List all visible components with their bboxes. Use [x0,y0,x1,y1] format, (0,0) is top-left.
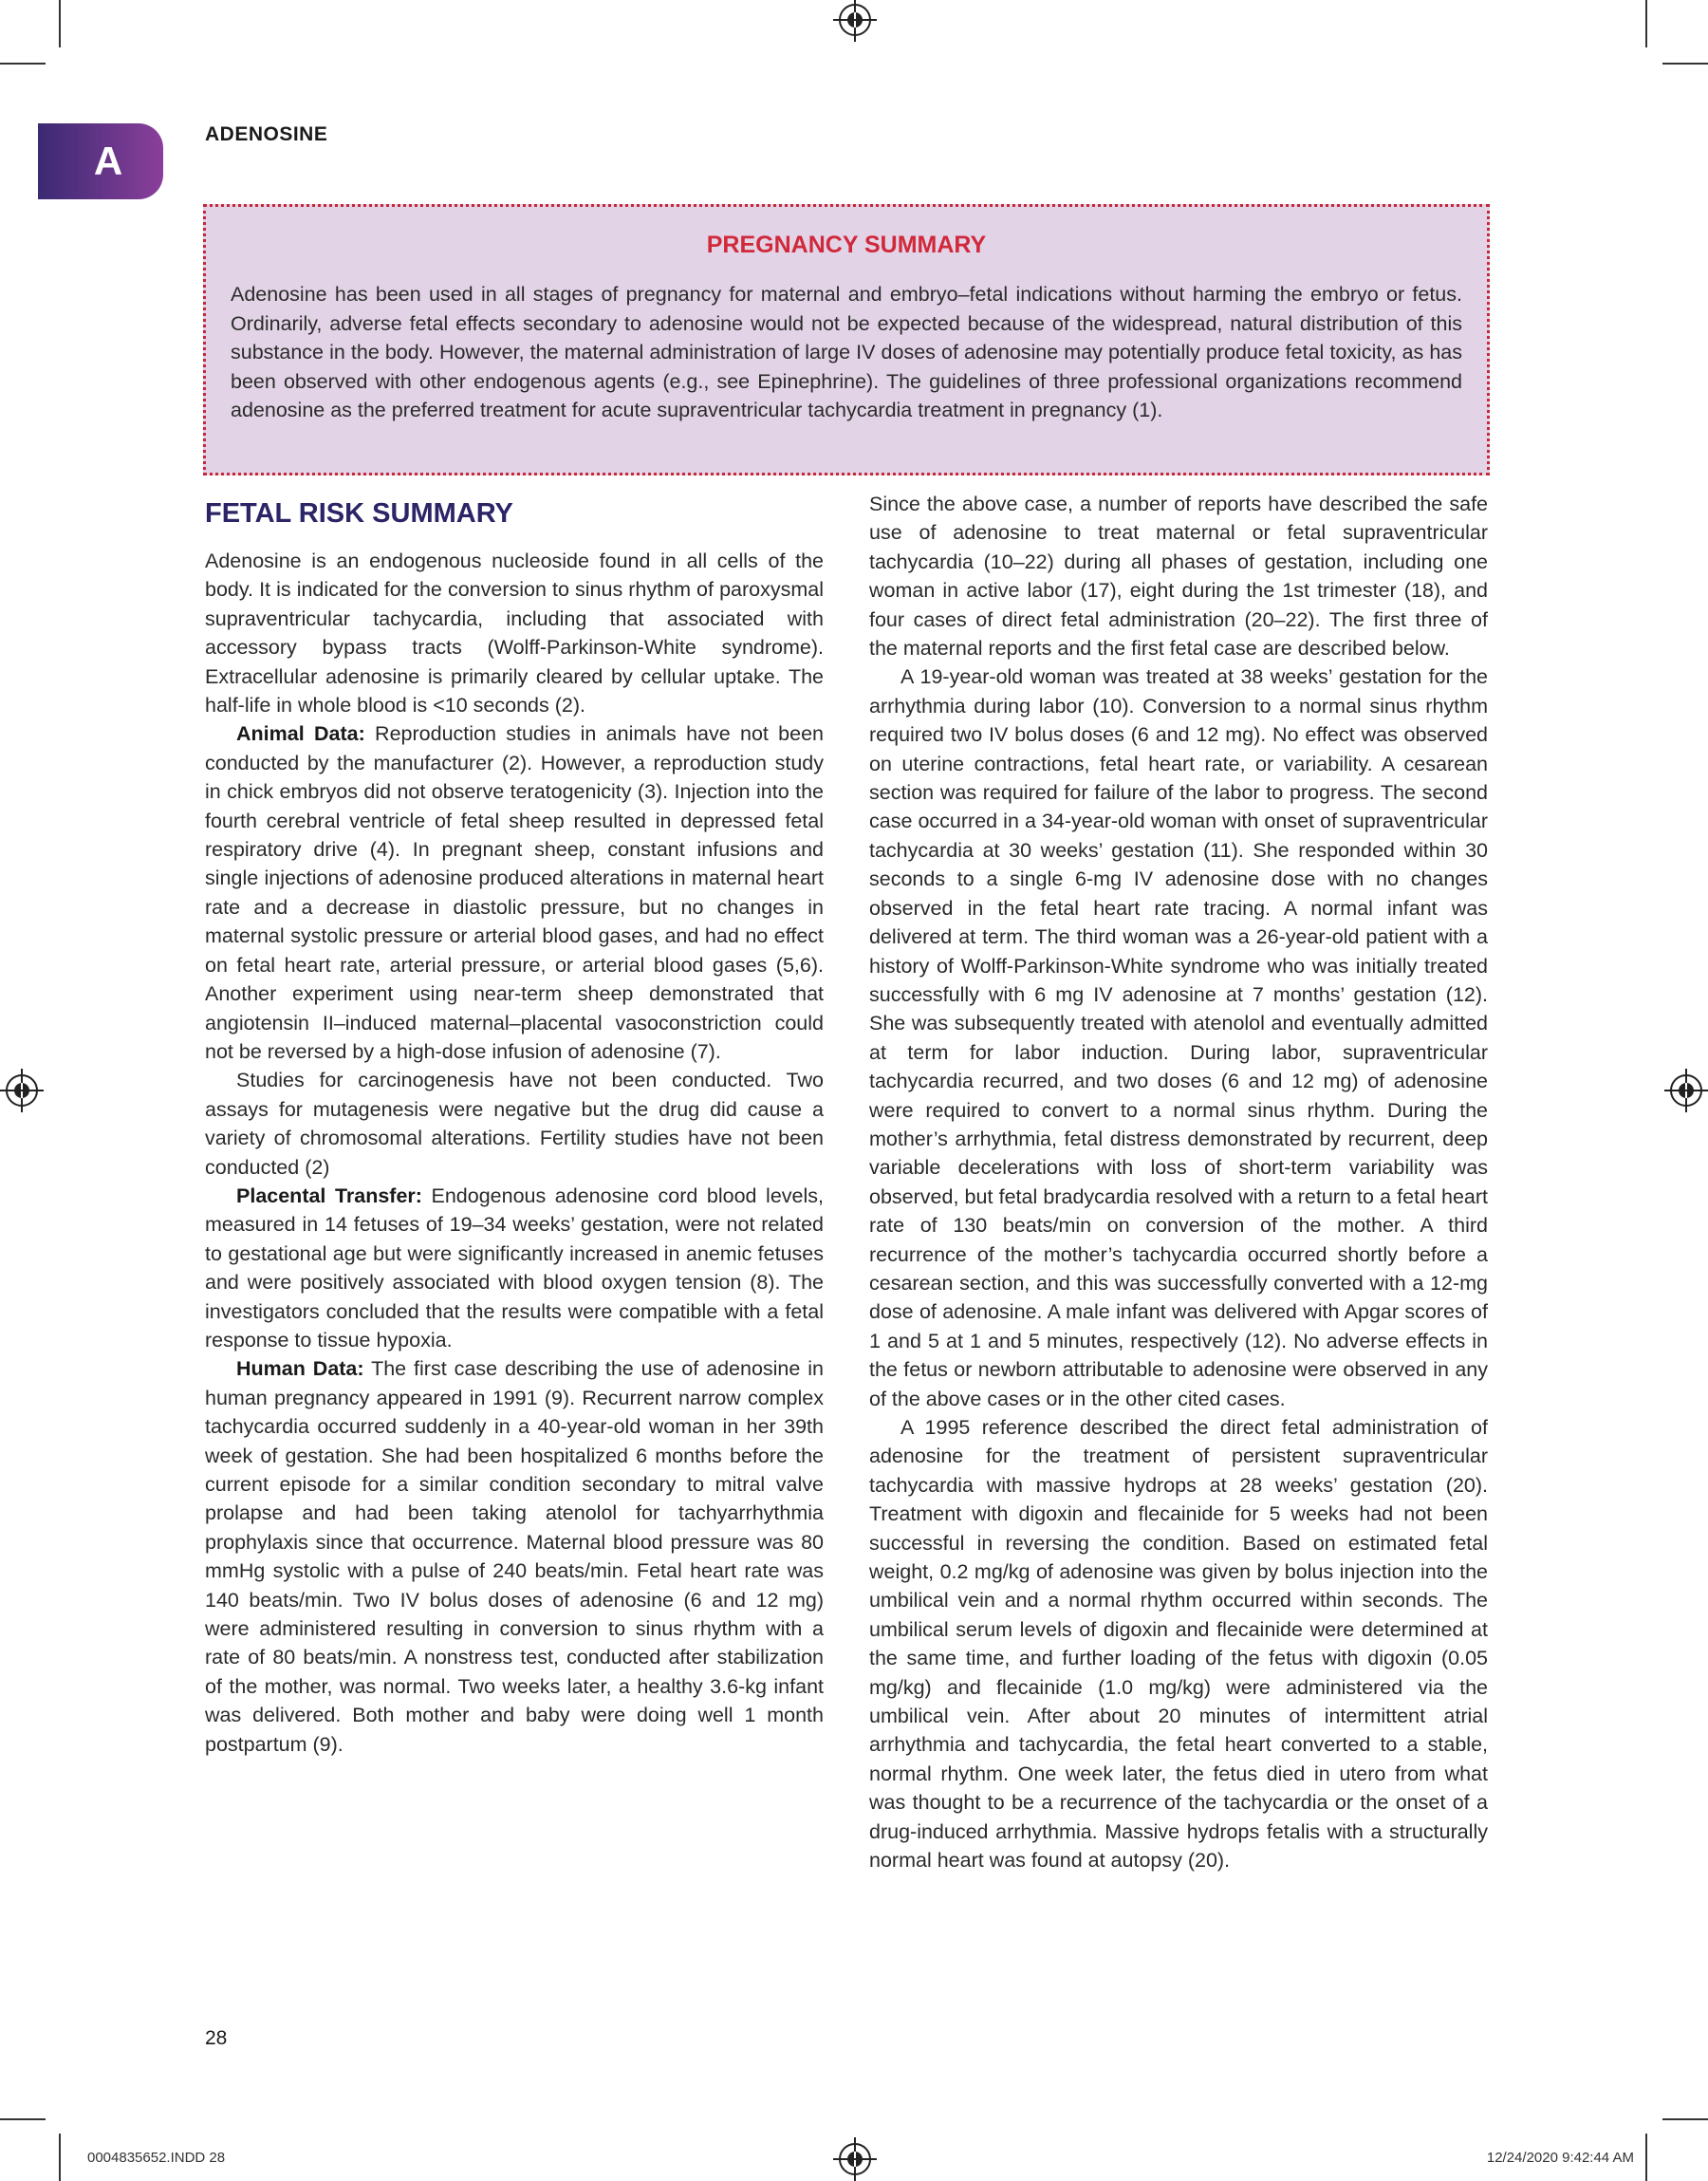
human-data-label: Human Data: [236,1357,364,1381]
placental-transfer-label: Placental Transfer: [236,1184,422,1207]
animal-data-paragraph [205,719,824,1066]
case-1995-paragraph: A 1995 reference described the direct fetal administration of adenosine for the treatment of persistent supraventricular tachycardia with massive hydrops at 28 weeks’ gestation (20). Treatment with digoxin and flecainide for 5 weeks had not been successful in reversing the condition. Based on estimated fetal weight, 0.2 mg/kg of adenosine was given by bolus injection into the umbilical vein and a normal rhythm occurred within seconds. The umbilical serum levels of digoxin and flecainide were determined at the same time, and further loading of the fetus with digoxin (0.05 mg/kg) and flecainide (1.0 mg/kg) were administered via the umbilical vein. After about 20 minutes of intermittent atrial arrhythmia and tachycardia, the fetal heart converted to a stable, normal rhythm. One week later, the fetus died in utero from what was thought to be a recurrence of the tachycardia or the onset of a drug-induced arrhythmia. Massive hydrops fetalis with a structurally normal heart was found at autopsy (20). [869,1416,1488,1873]
human-data-paragraph [205,1354,824,1759]
running-head: ADENOSINE [205,123,328,145]
section-tab [38,123,163,199]
crop-mark [0,2118,46,2120]
registration-mark-icon [839,2143,871,2175]
slug-left: 0004835652.INDD 28 [87,2150,226,2166]
registration-mark-icon [6,1074,38,1107]
registration-mark-icon [1670,1074,1702,1107]
placental-transfer-text: Endogenous adenosine cord blood levels, measured in 14 fetuses of 19–34 weeks’ gestation, were not related to gestational age but were significantly increased in anemic fetuses and were positively associated with blood oxygen tension (8). The investigators concluded that the results were compatible with a fetal response to tissue hypoxia. [205,1184,824,1351]
right-column [869,490,1488,1875]
since-case-continuation: Since the above case, a number of reports have described the safe use of adenosine to treat maternal or fetal supraventricular tachycardia (10–22) during all phases of gestation, including one woman in active labor (17), eight during the 1st trimester (18), and four cases of direct fetal administration (20–22). The first three of the maternal reports and the first fetal case are described below. [869,493,1488,661]
human-data-text: The first case describing the use of adenosine in human pregnancy appeared in 1991 (9). Recurrent narrow complex tachycardia occurred suddenly in a 40-year-old woman in her 39th week of gestation. She had been hospitalized 6 months before the current episode for a similar condition secondary to mitral valve prolapse and had been taking atenolol for tachyarrhythmia prophylaxis since that occurrence. Maternal blood pressure was 80 mmHg systolic with a pulse of 240 beats/min. Fetal heart rate was 140 beats/min. Two IV bolus doses of adenosine (6 and 12 mg) were administered resulting in conversion to sinus rhythm with a rate of 80 beats/min. A nonstress test, conducted after stabilization of the mother, was normal. Two weeks later, a healthy 3.6-kg infant was delivered. Both mother and baby were doing well 1 month postpartum (9). [205,1357,824,1756]
pregnancy-summary-text: Adenosine has been used in all stages of pregnancy for maternal and embryo–fetal indications without harming the embryo or fetus. Ordinarily, adverse fetal effects secondary to adenosine would not be expected because of the widespread, natural distribution of this substance in the body. However, the maternal administration of large IV doses of adenosine may potentially produce fetal toxicity, as has been observed with other endogenous agents (e.g., see Epinephrine). The guidelines of three professional organizations recommend adenosine as the preferred treatment for acute supraventricular tachycardia treatment in pregnancy (1). [231,283,1462,421]
crop-mark [1662,63,1708,65]
crop-mark [1645,2134,1647,2181]
pregnancy-summary-box [203,204,1490,475]
crop-mark [1662,2118,1708,2120]
page-number: 28 [205,2027,228,2049]
animal-data-text: Reproduction studies in animals have not been conducted by the manufacturer (2). However, a reproduction study in chick embryos did not observe teratogenicity (3). Injection into the fourth cerebral ventricle of fetal sheep resulted in depressed fetal respiratory drive (4). In pregnant sheep, constant infusions and single injections of adenosine produced alterations in maternal heart rate and a decrease in diastolic pressure, but no changes in maternal systolic pressure or arterial blood gases, and had no effect on fetal heart rate, arterial pressure, or arterial blood gases (5,6). Another experiment using near-term sheep demonstrated that angiotensin II–induced maternal–placental vasoconstriction could not be reversed by a high-dose infusion of adenosine (7). [205,722,824,1063]
crop-mark [0,63,46,65]
slug-right: 12/24/2020 9:42:44 AM [1486,2150,1634,2166]
animal-data-label: Animal Data: [236,722,365,746]
case-19yo-paragraph: A 19-year-old woman was treated at 38 weeks’ gestation for the arrhythmia during labor (10). Conversion to a normal sinus rhythm required two IV bolus doses (6 and 12 mg). No effect was observed on uterine contractions, fetal heart rate, or variability. A cesarean section was required for failure of the labor to progress. The second case occurred in a 34-year-old woman with onset of supraventricular tachycardia at 30 weeks’ gestation (11). She responded within 30 seconds to a single 6-mg IV adenosine dose with no changes observed in the fetal heart rate tracing. A normal infant was delivered at term. The third woman was a 26-year-old patient with a history of Wolff-Parkinson-White syndrome who was initially treated successfully with 6 mg IV adenosine at 7 months’ gestation (12). She was subsequently treated with atenolol and eventually admitted at term for labor induction. During labor, supraventricular tachycardia recurred, and two doses (6 and 12 mg) of adenosine were required to convert to a normal sinus rhythm. During the mother’s arrhythmia, fetal distress demonstrated by recurrent, deep variable decelerations with loss of short-term variability was observed, but fetal bradycardia resolved with a return to a fetal heart rate of 130 beats/min on conversion of the mother. A third recurrence of the mother’s tachycardia occurred shortly before a cesarean section, and this was successfully converted with a 12-mg dose of adenosine. A male infant was delivered with Apgar scores of 1 and 5 at 1 and 5 minutes, respectively (12). No adverse effects in the fetus or newborn attributable to adenosine were observed in any of the above cases or in the other cited cases. [869,665,1488,1410]
crop-mark [59,2134,61,2181]
intro-paragraph: Adenosine is an endogenous nucleoside found in all cells of the body. It is indicated for the conversion to sinus rhythm of paroxysmal supraventricular tachycardia, including that associated with accessory bypass tracts (Wolff-Parkinson-White syndrome). Extracellular adenosine is primarily cleared by cellular uptake. The half-life in whole blood is <10 seconds (2). [205,550,824,718]
registration-mark-icon [839,4,871,36]
section-tab-letter: A [93,139,123,183]
left-column [205,490,824,1759]
fetal-risk-heading: FETAL RISK SUMMARY [205,498,513,529]
crop-mark [1645,0,1647,47]
placental-transfer-paragraph [205,1182,824,1354]
carcinogenesis-paragraph: Studies for carcinogenesis have not been conducted. Two assays for mutagenesis were negative but the drug did cause a variety of chromosomal alterations. Fertility studies have not been conducted (2) [205,1069,824,1179]
crop-mark [59,0,61,47]
pregnancy-summary-title: PREGNANCY SUMMARY [706,232,987,258]
